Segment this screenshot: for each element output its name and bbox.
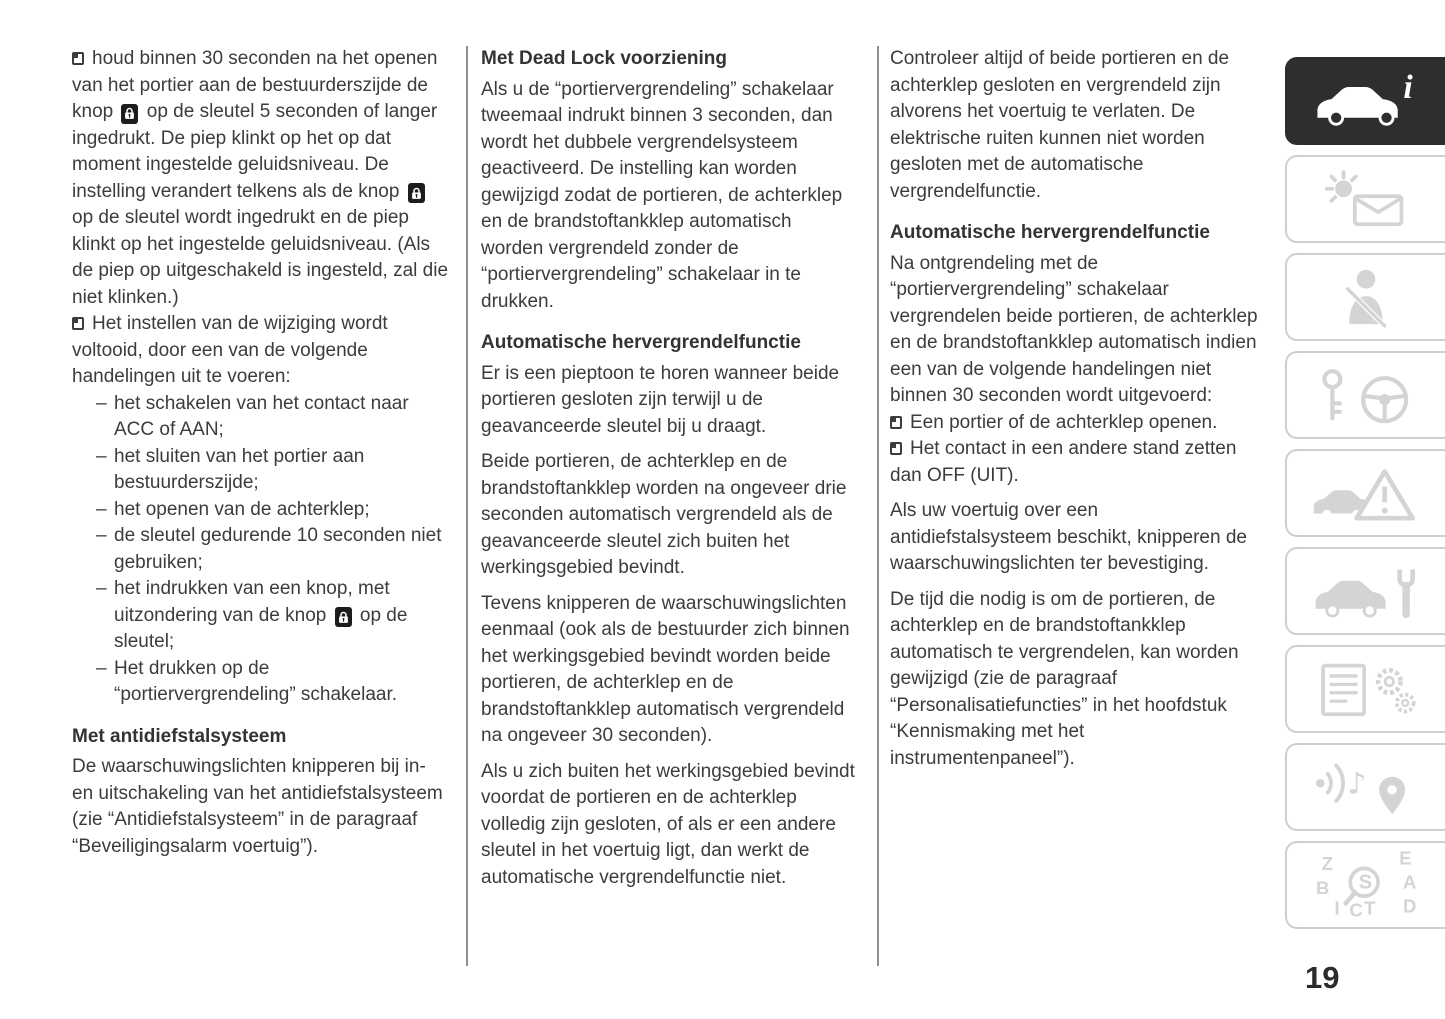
dash-list-item: – het schakelen van het contact naar ACC of AAN; xyxy=(72,391,450,444)
column-divider-1 xyxy=(466,46,468,966)
sidebar-tab-vehicle-info xyxy=(1285,57,1445,145)
svg-text:T: T xyxy=(1364,897,1376,919)
dash-marker: – xyxy=(96,392,107,414)
sidebar-tab-safety xyxy=(1285,253,1445,341)
sidebar-tab-starting-driving xyxy=(1285,351,1445,439)
car-info-icon xyxy=(1310,68,1422,134)
svg-text:I: I xyxy=(1334,897,1340,919)
sidebar-tab-index xyxy=(1285,841,1445,929)
bullet-item: Het contact in een andere stand zetten dan OFF (UIT). xyxy=(890,438,1237,486)
sidebar-tab-technical-data xyxy=(1285,645,1445,733)
key-steering-icon xyxy=(1310,362,1422,428)
paragraph: Als u de “portiervergrendeling” schakelaar tweemaal indrukt binnen 3 seconden, dan wordt het dubbele vergrendelsysteem geactiveerd. De instelling kan worden gewijzigd zodat de portieren, de achterklep en de brandstoftankklep automatisch worden vergrendeld zonder de “portiervergrendeling” schakelaar in te drukken. xyxy=(481,78,843,312)
svg-text:B: B xyxy=(1316,877,1330,899)
list-gear-icon xyxy=(1310,656,1422,722)
dash-list-item: – het indrukken van een knop, met uitzondering van de knop op de sleutel; xyxy=(72,576,450,656)
section-heading: Automatische hervergrendelfunctie xyxy=(890,222,1210,243)
dash-marker: – xyxy=(96,445,107,467)
paragraph: Na ontgrendeling met de “portiervergrendeling” schakelaar vergrendelen beide portieren, de achterklep en de brandstoftankklep automatisch indien een van de volgende handelingen niet binnen 30 seconden wordt uitgevoerd: xyxy=(890,252,1258,406)
column-divider-2 xyxy=(877,46,879,966)
dash-list-item: – het openen van de achterklep; xyxy=(72,497,450,524)
column-2 xyxy=(481,46,859,891)
svg-text:E: E xyxy=(1399,848,1412,869)
sidebar-tab-emergency xyxy=(1285,449,1445,537)
car-wrench-icon xyxy=(1310,558,1422,624)
square-bullet-icon xyxy=(72,317,84,330)
paragraph: Er is een pieptoon te horen wanneer beide portieren gesloten zijn terwijl u de geavanceerde sleutel bij u draagt. xyxy=(481,362,840,437)
paragraph: Controleer altijd of beide portieren en de achterklep gesloten en vergrendeld zijn alvorens het voertuig te verlaten. De elektrische ruiten kunnen niet worden gesloten met de automatische vergrendelfunctie. xyxy=(890,48,1230,202)
dash-list-item: – Het drukken op de “portiervergrendeling” schakelaar. xyxy=(72,656,450,709)
column-1 xyxy=(72,46,450,860)
paragraph: Tevens knipperen de waarschuwingslichten eenmaal (ook als de bestuurder zich binnen het werkingsgebied bevindt worden beide portieren, de achterklep en de brandstoftankklep automatisch vergrendeld na ongeveer 30 seconden). xyxy=(481,592,850,746)
column-3 xyxy=(890,46,1264,772)
paragraph: Beide portieren, de achterklep en de brandstoftankklep worden na ongeveer drie seconden automatisch vergrendeld als de geavanceerde sleutel zich buiten het werkingsgebied bevindt. xyxy=(481,451,847,578)
square-bullet-icon xyxy=(72,52,84,65)
svg-text:♪: ♪ xyxy=(1347,766,1367,802)
remote-key-lock-icon xyxy=(408,183,425,203)
section-heading: Met antidiefstalsysteem xyxy=(72,725,287,747)
remote-key-lock-icon xyxy=(121,104,138,124)
bullet-item: houd binnen 30 seconden na het openen van het portier aan de bestuurderszijde de knop op de sleutel 5 seconden of langer ingedrukt. De piep klinkt op het op dat moment ingestelde geluidsniveau. De instelling verandert telkens als de knop op de sleutel wordt ingedrukt en de piep klinkt op het ingestelde geluidsniveau. (Als de piep op uitgeschakeld is ingesteld, zal die niet klinken.) xyxy=(72,48,449,308)
dash-marker: – xyxy=(96,578,107,599)
dash-list-item: – de sleutel gedurende 10 seconden niet gebruiken; xyxy=(72,523,450,576)
section-heading: Automatische hervergrendelfunctie xyxy=(481,332,801,353)
sidebar-tab-warning-lights xyxy=(1285,155,1445,243)
svg-text:S: S xyxy=(1358,871,1373,894)
svg-text:Z: Z xyxy=(1321,853,1333,875)
seatbelt-icon xyxy=(1310,264,1422,330)
svg-text:i: i xyxy=(1403,69,1413,107)
square-bullet-icon xyxy=(890,442,902,455)
paragraph: Als uw voertuig over een antidiefstalsysteem beschikt, knipperen de waarschuwingslichten ter bevestiging. xyxy=(890,500,1247,574)
sidebar-tab-multimedia xyxy=(1285,743,1445,831)
square-bullet-icon xyxy=(890,416,902,429)
bullet-item: Een portier of de achterklep openen. xyxy=(890,410,1264,437)
warning-triangle-car-icon xyxy=(1310,460,1422,526)
remote-key-lock-icon xyxy=(335,607,352,627)
page-number: 19 xyxy=(1305,960,1340,995)
dash-list-item: – het sluiten van het portier aan bestuurderszijde; xyxy=(72,444,450,497)
dash-marker: – xyxy=(96,525,107,546)
paragraph: De tijd die nodig is om de portieren, de achterklep en de brandstoftankklep automatisch te vergrendelen, kan worden gewijzigd (zie de paragraaf “Personalisatiefuncties” in het hoofdstuk “Kennismaking met het instrumentenpaneel”). xyxy=(890,588,1239,769)
svg-text:C: C xyxy=(1349,899,1363,921)
sidebar-tab-maintenance xyxy=(1285,547,1445,635)
bullet-item: Het instellen van de wijziging wordt voltooid, door een van de volgende handelingen uit te voeren: xyxy=(72,313,388,387)
alphabetical-index-icon xyxy=(1310,848,1422,922)
light-message-icon xyxy=(1310,166,1422,232)
section-heading: Met Dead Lock voorziening xyxy=(481,48,727,69)
paragraph: Als u zich buiten het werkingsgebied bevindt voordat de portieren en de achterklep volledig zijn gesloten, of als er een andere sleutel in het voertuig ligt, dan werkt de automatische vergrendelfunctie niet. xyxy=(481,760,855,888)
dash-marker: – xyxy=(96,657,107,679)
svg-text:A: A xyxy=(1403,871,1417,893)
dash-marker: – xyxy=(96,498,107,520)
chapter-tab-rail xyxy=(1285,57,1445,939)
svg-text:D: D xyxy=(1403,895,1417,917)
multimedia-icon xyxy=(1310,754,1422,820)
paragraph: De waarschuwingslichten knipperen bij in- en uitschakeling van het antidiefstalsysteem (zie “Antidiefstalsysteem” in de paragraaf “Beveiligingsalarm voertuig”). xyxy=(72,756,443,857)
